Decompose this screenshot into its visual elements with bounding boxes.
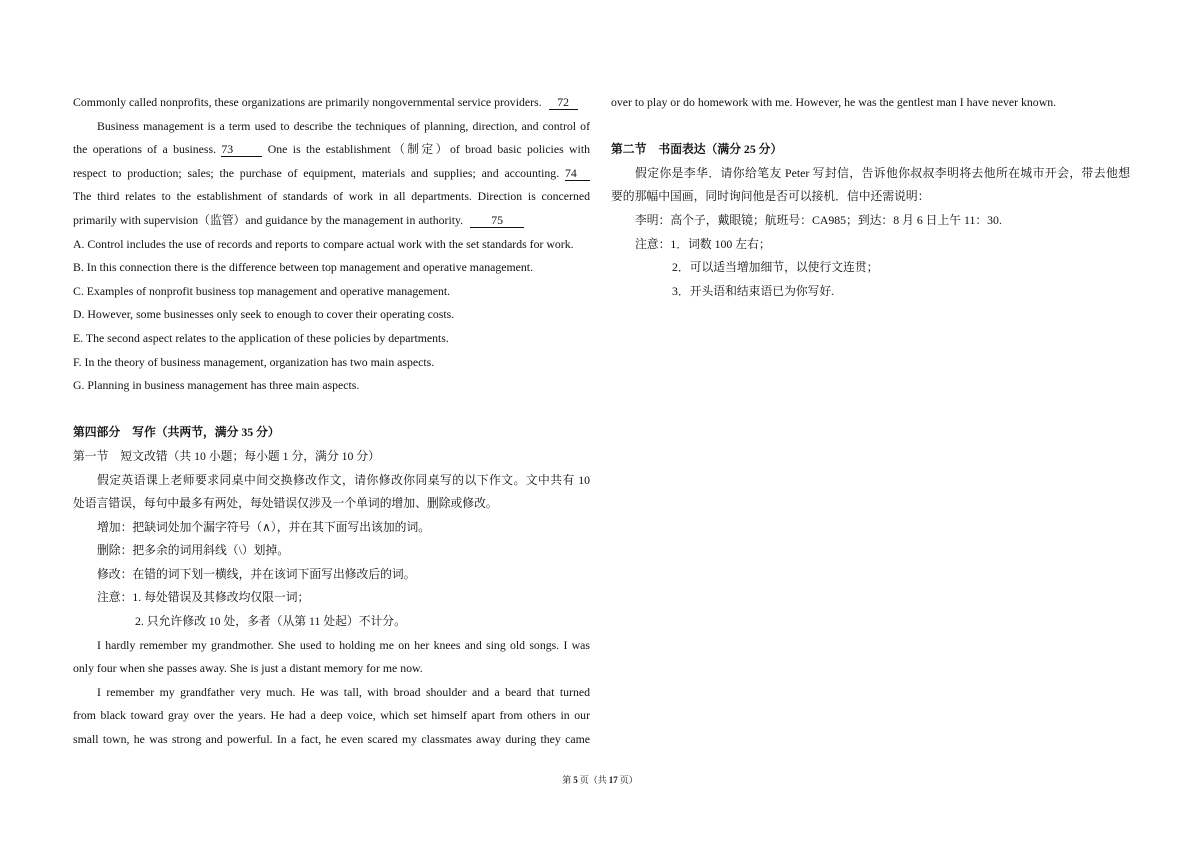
- left-column: [73, 91, 590, 752]
- passage-line-1-text: Business management is a term used to describe the techniques of planning, direction, and control of: [97, 118, 590, 133]
- essay-line-1: [73, 634, 590, 658]
- essay-line-3: [73, 681, 590, 705]
- option-e: E. The second aspect relates to the application of these policies by departments.: [73, 330, 449, 345]
- essay-line-3-text: I remember my grandfather very much. He was tall, with broad shoulder and a beard that turned: [97, 684, 590, 699]
- passage-end-text: Commonly called nonprofits, these organizations are primarily nongovernmental service providers.: [73, 95, 542, 109]
- section1-heading: [73, 445, 590, 469]
- spacer: [73, 398, 590, 422]
- section2-title: 书面表达（满分 25 分）: [658, 142, 783, 157]
- section2-prompt-line-2: 要的那幅中国画，同时询问他是否可以接机．信中还需说明：: [611, 189, 930, 204]
- passage-line-3: [73, 162, 590, 186]
- essay-line-5-text: small town, he was strong and powerful. In a fact, he even scared my classmates away during they came: [73, 732, 590, 747]
- section1-intro-line-2: 处语言错误，每句中最多有两处，每处错误仅涉及一个单词的增加、删除或修改。: [73, 496, 498, 511]
- footer-page-number: 5: [573, 775, 578, 785]
- section1-intro-line-1-text: 假定英语课上老师要求同桌中间交换修改作文，请你修改你同桌写的以下作文。文中共有 10: [97, 472, 590, 487]
- section2-note-3: 3．开头语和结束语已为你写好.: [672, 283, 835, 298]
- blank-75: 75: [470, 214, 524, 228]
- footer-prefix: 第: [562, 775, 572, 785]
- option-d: D. However, some businesses only seek to enough to cover their operating costs.: [73, 307, 455, 322]
- add-rule: 增加：把缺词处加个漏字符号（∧），并在其下面写出该加的词。: [97, 519, 431, 534]
- footer-middle: 页（共: [579, 775, 607, 785]
- option-a: A. Control includes the use of records and reports to compare actual work with the set standards for work.: [73, 236, 574, 251]
- section2-note-2: 2．可以适当增加细节，以使行文连贯；: [672, 260, 879, 275]
- blank-74: 74: [565, 167, 590, 181]
- section2-prompt-line-1: [611, 162, 1130, 186]
- passage-line-5: [73, 209, 590, 233]
- section1-intro-line-1: [73, 469, 590, 493]
- passage-line-2-start: the operations of a business.: [73, 142, 217, 157]
- essay-line-1-text: I hardly remember my grandmother. She used to holding me on her knees and sing old songs. I was: [97, 637, 590, 652]
- section2-heading: [611, 138, 1130, 162]
- modify-rule: 修改：在错的词下划一横线，并在该词下面写出修改后的词。: [97, 566, 416, 581]
- blank-73: 73: [221, 143, 262, 157]
- essay-line-5: [73, 728, 590, 752]
- passage-line-1: [73, 115, 590, 139]
- essay-line-4-text: from black toward gray over the years. He had a deep voice, which set himself apart from others in our: [73, 708, 590, 723]
- section1-note-1: 注意：1. 每处错误及其修改均仅限一词；: [97, 590, 310, 605]
- passage-line-3-text: respect to production; sales; the purchase of equipment, materials and supplies; and accounting.: [73, 165, 560, 180]
- part4-label: 第四部分: [73, 425, 121, 440]
- essay-line-2: only four when she passes away. She is just a distant memory for me now.: [73, 661, 423, 676]
- option-c: C. Examples of nonprofit business top management and operative management.: [73, 283, 451, 298]
- option-f: F. In the theory of business management, organization has two main aspects.: [73, 354, 435, 369]
- essay-line-6: over to play or do homework with me. However, he was the gentlest man I have never known.: [611, 95, 1057, 109]
- section1-label: 第一节: [73, 448, 109, 463]
- section2-details: 李明：高个子，戴眼镜；航班号：CA985；到达：8 月 6 日上午 11：30.: [635, 212, 1002, 227]
- option-b: B. In this connection there is the difference between top management and operative management.: [73, 260, 534, 275]
- option-g: G. Planning in business management has three main aspects.: [73, 378, 360, 393]
- footer-total-pages: 17: [608, 775, 618, 785]
- section1-title: 短文改错（共 10 小题；每小题 1 分，满分 10 分）: [120, 448, 380, 463]
- section2-prompt-line-1-text: 假定你是李华．请你给笔友 Peter 写封信，告诉他你叔叔李明将去他所在城市开会，带去他想: [635, 165, 1130, 180]
- right-column: [611, 91, 1130, 303]
- passage-line-2: [73, 138, 590, 162]
- section2-label: 第二节: [611, 142, 647, 157]
- passage-line-4-text: The third relates to the establishment of standards of work in all departments. Direction is concerned: [73, 189, 590, 204]
- spacer: [611, 115, 1130, 139]
- passage-line-2-end: One is the establishment（制定）of broad basic policies with: [267, 142, 591, 157]
- part4-heading: [73, 421, 590, 445]
- part4-title: 写作（共两节，满分 35 分）: [132, 425, 280, 440]
- passage-line-5-text: primarily with supervision（监管）and guidance by the management in authority.: [73, 212, 464, 227]
- passage-line-4: [73, 185, 590, 209]
- section1-note-2: 2. 只允许修改 10 处，多者（从第 11 处起）不计分。: [135, 614, 406, 629]
- section2-note-1: 注意：1．词数 100 左右；: [635, 236, 771, 251]
- blank-72: 72: [549, 96, 578, 110]
- footer-suffix: 页）: [619, 775, 638, 785]
- essay-line-4: [73, 704, 590, 728]
- passage-end-line: [73, 91, 590, 115]
- page-footer: [0, 774, 1200, 786]
- delete-rule: 删除：把多余的词用斜线（\）划掉。: [97, 543, 290, 558]
